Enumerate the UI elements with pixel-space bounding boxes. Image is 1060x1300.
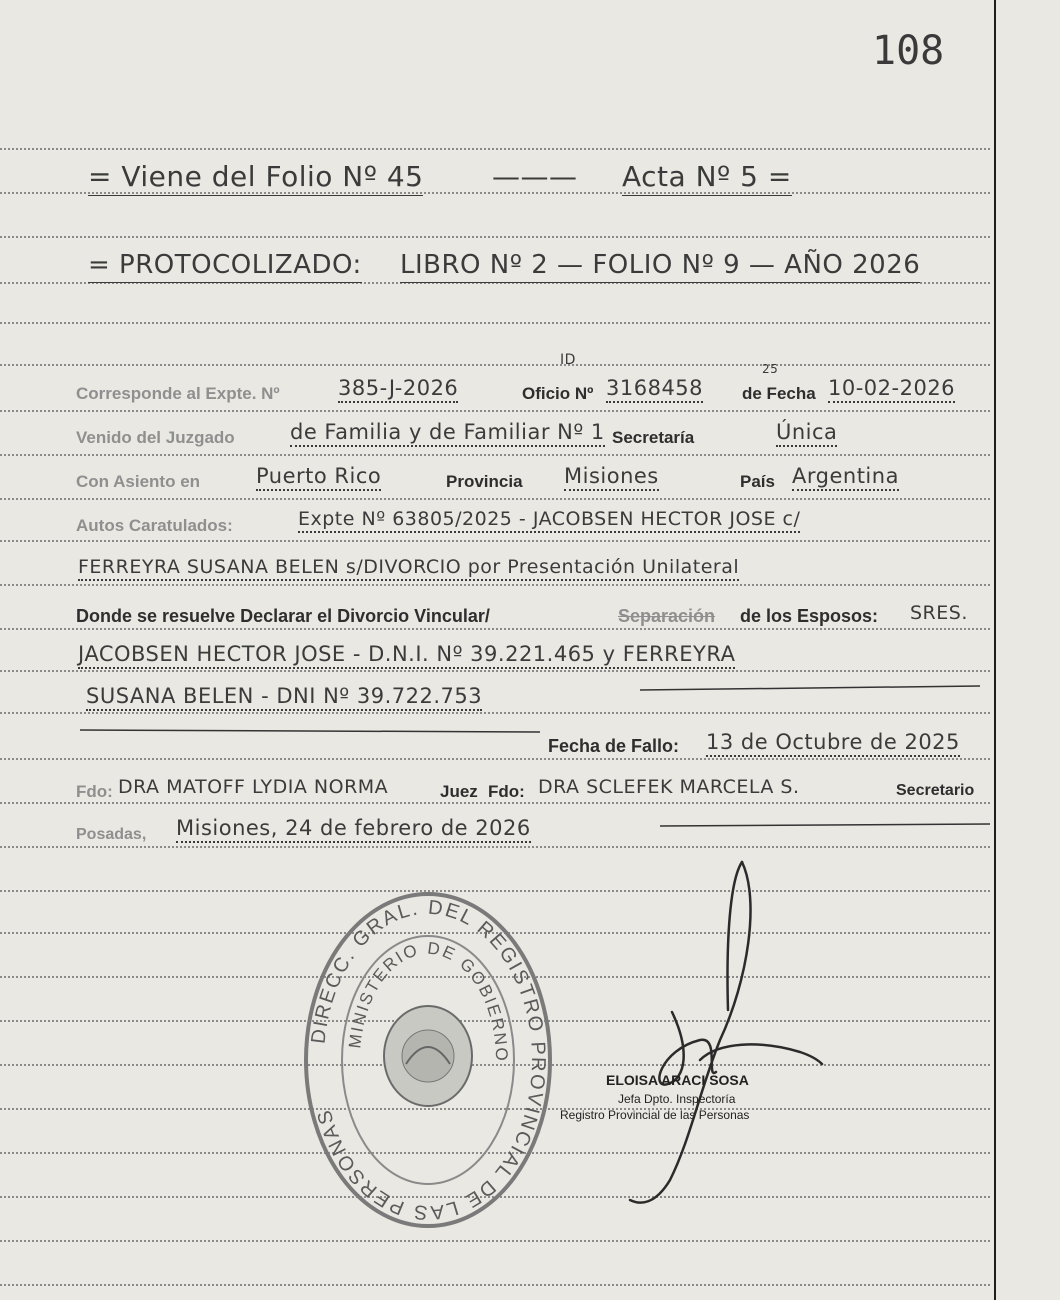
protocolizado-label: = PROTOCOLIZADO: xyxy=(88,250,362,283)
signatory-title-1: Jefa Dpto. Inspectoría xyxy=(618,1092,736,1106)
pais-label: País xyxy=(740,472,775,491)
signatory-name: ELOISA ARACI SOSA xyxy=(606,1072,749,1088)
viene-del-folio: = Viene del Folio Nº 45 xyxy=(88,160,423,196)
asiento-label: Con Asiento en xyxy=(76,472,201,491)
pais-value: Argentina xyxy=(792,464,899,491)
seal-inner-text: MINISTERIO DE GOBIERNO xyxy=(345,938,512,1064)
separacion-label: Separación xyxy=(618,606,716,626)
juzgado-value: de Familia y de Familiar Nº 1 xyxy=(290,420,605,447)
oficio-label: Oficio Nº xyxy=(522,384,594,403)
fecha-label: de Fecha xyxy=(742,384,816,403)
secretaria-label: Secretaría xyxy=(612,428,695,447)
secretario-value: DRA SCLEFEK MARCELA S. xyxy=(538,776,800,798)
id-note-2: 25 xyxy=(762,362,779,376)
autos-value-1: Expte Nº 63805/2025 - JACOBSEN HECTOR JOSE c/ xyxy=(298,508,800,533)
esposos-label: de los Esposos: xyxy=(740,606,879,626)
posadas-value: Misiones, 24 de febrero de 2026 xyxy=(176,816,531,843)
secretaria-value: Única xyxy=(776,420,837,447)
expte-label: Corresponde al Expte. Nº xyxy=(76,384,280,403)
fdo2-label: Fdo: xyxy=(488,782,525,801)
fecha-value: 10-02-2026 xyxy=(828,376,955,403)
page-number: 108 xyxy=(872,28,945,74)
acta-number: Acta Nº 5 = xyxy=(622,160,792,196)
provincia-label: Provincia xyxy=(446,472,523,491)
esposo-1: JACOBSEN HECTOR JOSE - D.N.I. Nº 39.221.465 y FERREYRA xyxy=(78,642,735,669)
handwritten-signature xyxy=(630,862,822,1203)
autos-value-2: FERREYRA SUSANA BELEN s/DIVORCIO por Presentación Unilateral xyxy=(78,556,739,581)
fallo-label: Fecha de Fallo: xyxy=(548,736,680,756)
asiento-value: Puerto Rico xyxy=(256,464,381,491)
juzgado-label: Venido del Juzgado xyxy=(76,428,235,447)
protocolizado-book: LIBRO Nº 2 — FOLIO Nº 9 — AÑO 2026 xyxy=(400,250,920,283)
expte-value: 385-J-2026 xyxy=(338,376,458,403)
secretario-label: Secretario xyxy=(896,782,975,799)
id-note: ID xyxy=(560,352,576,368)
seal-outer-text: DIRECC. GRAL. DEL REGISTRO PROVINCIAL DE LAS PERSONAS xyxy=(307,896,550,1224)
posadas-label: Posadas, xyxy=(76,826,147,843)
resuelve-label: Donde se resuelve Declarar el Divorcio Vincular/ xyxy=(76,606,490,626)
juez-value: DRA MATOFF LYDIA NORMA xyxy=(118,776,389,798)
autos-label: Autos Caratulados: xyxy=(76,516,233,535)
esposo-2: SUSANA BELEN - DNI Nº 39.722.753 xyxy=(86,684,482,711)
fallo-value: 13 de Octubre de 2025 xyxy=(706,730,960,757)
signatory-title-2: Registro Provincial de las Personas xyxy=(560,1108,750,1122)
header-dash: ——— xyxy=(492,160,578,193)
oficio-value: 3168458 xyxy=(606,376,703,403)
juez-label: Juez xyxy=(440,782,478,801)
official-seal xyxy=(306,894,550,1226)
esposos-prefix: SRES. xyxy=(910,602,968,624)
fdo-label: Fdo: xyxy=(76,782,113,801)
provincia-value: Misiones xyxy=(564,464,659,491)
